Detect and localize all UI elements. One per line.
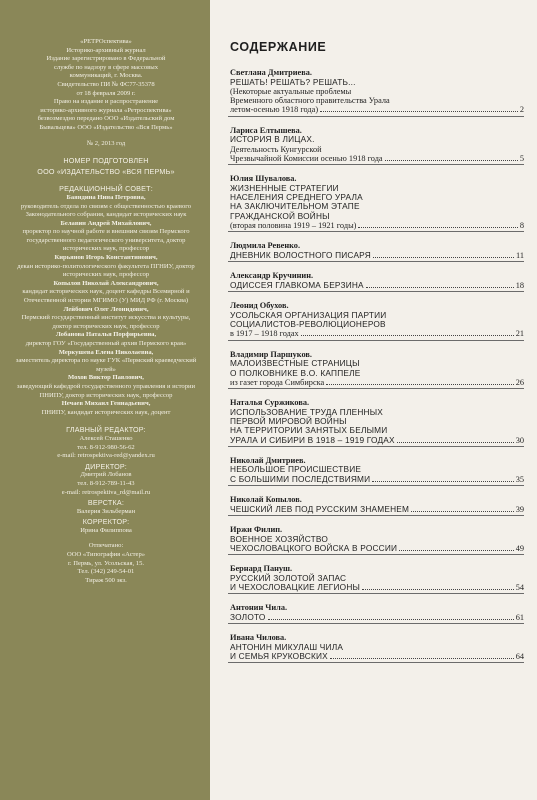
entry-title-line: в 1917 – 1918 годах: [230, 329, 299, 339]
contents-column: [218, 0, 530, 800]
layout-heading: ВЕРСТКА:: [87, 498, 125, 508]
issue-number: № 2, 2013 год: [86, 139, 126, 147]
contents-entry: [228, 398, 524, 447]
entry-author: Леонид Обухов.: [230, 301, 289, 311]
entry-subtitle-line: Деятельность Кунгурской: [230, 144, 322, 154]
dot-leader: [320, 111, 518, 112]
contents-entry: [228, 271, 524, 292]
entry-title-line: МАЛОИЗВЕСТНЫЕ СТРАНИЦЫ: [230, 358, 360, 369]
contents-entry: [228, 456, 524, 486]
contents-title: СОДЕРЖАНИЕ: [230, 40, 327, 54]
entry-author: Ивана Чилова.: [230, 633, 287, 643]
imprint-line: коммуникаций, г. Москва.: [69, 72, 143, 80]
imprint-line: Издание зарегистрировано в Федеральной: [46, 55, 166, 63]
entry-author: Александр Кручинин.: [230, 271, 314, 281]
entry-title-line: ДНЕВНИК ВОЛОСТНОГО ПИСАРЯ: [230, 249, 371, 260]
entry-page-number: 64: [515, 652, 524, 662]
dot-leader: [326, 384, 513, 385]
entry-title-line: АНТОНИН МИКУЛАШ ЧИЛА: [230, 641, 344, 652]
entry-title-line: НЕБОЛЬШОЕ ПРОИСШЕСТВИЕ: [230, 464, 362, 475]
entry-title-line: РЕШАТЬ! РЕШАТЬ? РЕШАТЬ...: [230, 76, 356, 87]
contents-entry: [228, 126, 524, 165]
entry-last-line: [230, 652, 524, 661]
entry-last-line: [230, 281, 524, 290]
entry-last-line: [230, 329, 524, 338]
entry-author: Николай Копылов.: [230, 495, 302, 505]
board-member-name: Копылов Николай Александрович,: [53, 279, 159, 287]
prepared-heading: НОМЕР ПОДГОТОВЛЕН: [63, 156, 149, 166]
imprint-line: Право на издание и распространение: [53, 98, 159, 106]
imprint-line: от 18 февраля 2009 г.: [76, 89, 136, 97]
chief-editor-email: e-mail: retrospektiva-red@yandex.ru: [57, 452, 155, 460]
entry-author: Наталья Суржикова.: [230, 398, 310, 408]
prepared-by: ООО «ИЗДАТЕЛЬСТВО «ВСЯ ПЕРМЬ»: [37, 166, 175, 176]
entry-last-line: [230, 221, 524, 230]
board-member-name: Меркушева Елена Николаевна,: [58, 348, 154, 356]
chief-editor-heading: ГЛАВНЫЙ РЕДАКТОР:: [66, 425, 146, 435]
contents-entry: [228, 495, 524, 516]
board-member-name: Кирьянов Игорь Константинович,: [54, 254, 158, 262]
corrector-name: Ирина Филиппова: [80, 526, 132, 534]
board-member-role: проректор по научной работе и внешним связям Пермского государственного педагогического университета, доктор исторических наук, профессор: [22, 228, 190, 253]
board-member-name: Нечаев Михаил Геннадьевич,: [61, 400, 151, 408]
print-run: Тираж 500 экз.: [85, 576, 127, 584]
contents-entry: [228, 301, 524, 340]
contents-list: [228, 68, 524, 663]
dot-leader: [372, 481, 513, 482]
entry-title-line: ГРАЖДАНСКОЙ ВОЙНЫ: [230, 210, 330, 221]
editorial-board-list: [12, 194, 200, 417]
board-heading: РЕДАКЦИОННЫЙ СОВЕТ:: [59, 184, 153, 194]
entry-page-number: 21: [515, 329, 524, 339]
entry-page-number: 18: [515, 280, 524, 290]
entry-page-number: 30: [515, 435, 524, 445]
entry-author: Людмила Ревенко.: [230, 241, 301, 251]
entry-page-number: 11: [516, 250, 524, 260]
entry-author: Лариса Елтышева.: [230, 125, 302, 135]
board-member-role: заместитель директора по науке ГУК «Пермский краеведческий музей»: [15, 357, 197, 373]
director-name: Дмитрий Лобанов: [80, 471, 132, 479]
entry-page-number: 5: [519, 153, 524, 163]
contents-entry: [228, 68, 524, 117]
dot-leader: [399, 550, 514, 551]
dot-leader: [373, 257, 514, 258]
entry-title-line: И ЧЕХОСЛОВАЦКИЕ ЛЕГИОНЫ: [230, 582, 361, 593]
entry-author: Владимир Паршуков.: [230, 349, 312, 359]
director-email: e-mail: retrospektiva_rd@mail.ru: [61, 488, 151, 496]
contents-entry: [228, 241, 524, 262]
imprint-line: безвозмездно передано ООО «Издательский дом: [37, 115, 175, 123]
entry-title-line: летом-осенью 1918 года): [230, 105, 319, 115]
entry-title-line: НА ЗАКЛЮЧИТЕЛЬНОМ ЭТАПЕ: [230, 201, 360, 212]
entry-last-line: [230, 105, 524, 114]
entry-title-line: ЖИЗНЕННЫЕ СТРАТЕГИИ: [230, 182, 339, 193]
board-member-name: Белавин Андрей Михайлович,: [60, 219, 152, 227]
contents-entry: [228, 174, 524, 232]
printer-phone: Тел. (342) 249-54-01: [77, 568, 135, 576]
entry-title-line: С БОЛЬШИМИ ПОСЛЕДСТВИЯМИ: [230, 473, 371, 484]
entry-last-line: [230, 436, 524, 445]
entry-page-number: 39: [515, 504, 524, 514]
entry-title-line: ОДИССЕЯ ГЛАВКОМА БЕРЗИНА: [230, 279, 364, 290]
entry-title-line: О ПОЛКОВНИКЕ В.О. КАППЕЛЕ: [230, 367, 361, 378]
entry-title-line: Чрезвычайной Комиссии осенью 1918 года: [230, 153, 383, 163]
entry-last-line: [230, 505, 524, 514]
entry-title-line: ЧЕШСКИЙ ЛЕВ ПОД РУССКИМ ЗНАМЕНЕМ: [230, 503, 410, 514]
imprint-line: службе по надзору в сфере массовых: [53, 63, 158, 71]
entry-subtitle-line: (Некоторые актуальные проблемы: [230, 86, 352, 96]
entry-author: Светлана Дмитриева.: [230, 68, 312, 77]
imprint-line: «РЕТРОспектива»: [80, 38, 132, 45]
imprint-line: Бывальцева» ООО «Издательство «Вся Пермь»: [39, 123, 173, 131]
layout-name: Валерия Зильберман: [76, 507, 136, 515]
contents-entry: [228, 603, 524, 624]
board-member-name: Мохов Виктор Павлович,: [68, 374, 144, 382]
entry-last-line: [230, 544, 524, 553]
entry-title-line: НА ТЕРРИТОРИИ ЗАНЯТЫХ БЕЛЫМИ: [230, 425, 388, 436]
director-phone: тел. 8-912-789-11-43: [77, 479, 135, 487]
entry-title-line: СОЦИАЛИСТОВ-РЕВОЛЮЦИОНЕРОВ: [230, 319, 386, 330]
imprint-column: [0, 0, 210, 800]
chief-editor-phone: тел. 8-912-980-56-62: [77, 443, 135, 451]
entry-title-line: ИСПОЛЬЗОВАНИЕ ТРУДА ПЛЕННЫХ: [230, 406, 384, 417]
imprint-line: Свидетельство ПИ № ФС77-35378: [57, 80, 155, 88]
dot-leader: [362, 589, 514, 590]
entry-page-number: 35: [515, 474, 524, 484]
board-member-role: кандидат исторических наук, доцент кафедры Всемирной и Отечественной истории МГИМО (У) МИД РФ (г. Москва): [22, 288, 190, 305]
contents-entry: [228, 633, 524, 663]
entry-title-line: УРАЛА И СИБИРИ В 1918 – 1919 ГОДАХ: [230, 434, 395, 445]
corrector-heading: КОРРЕКТОР:: [82, 517, 130, 527]
imprint-line: Историко-архивный журнал: [66, 46, 146, 54]
entry-title-line: НАСЕЛЕНИЯ СРЕДНЕГО УРАЛА: [230, 192, 363, 203]
contents-entry: [228, 525, 524, 555]
dot-leader: [330, 658, 514, 659]
dot-leader: [366, 287, 514, 288]
entry-last-line: [230, 378, 524, 387]
entry-title-line: из газет города Симбирска: [230, 377, 325, 387]
entry-title-line: ВОЕННОЕ ХОЗЯЙСТВО: [230, 533, 329, 544]
entry-last-line: [230, 613, 524, 622]
printer-name: ООО «Типография «Астер»: [66, 551, 146, 559]
entry-last-line: [230, 583, 524, 592]
dot-leader: [385, 160, 518, 161]
contents-entry: [228, 564, 524, 594]
entry-last-line: [230, 475, 524, 484]
board-member-role: заведующий кафедрой государственного управления и истории ПНИПУ, доктор исторических наук, профессор: [16, 382, 196, 399]
entry-title-line: (вторая половина 1919 – 1921 годы): [230, 221, 357, 231]
entry-page-number: 8: [519, 221, 524, 231]
board-member-role: руководитель отдела по связям с общественностью краевого Законодательного собрания, кандидат исторических наук: [20, 202, 192, 219]
entry-title-line: ЗОЛОТО: [230, 611, 266, 622]
entry-page-number: 54: [515, 583, 524, 593]
entry-title-line: УСОЛЬСКАЯ ОРГАНИЗАЦИЯ ПАРТИИ: [230, 309, 387, 320]
board-member-role: ПНИПУ, кандидат исторических наук, доцент: [41, 408, 171, 416]
entry-author: Николай Дмитриев.: [230, 455, 306, 465]
dot-leader: [268, 619, 514, 620]
dot-leader: [301, 335, 514, 336]
imprint-line: историко-архивного журнала «Ретроспектива»: [40, 106, 172, 114]
entry-subtitle-line: Временного областного правительства Урала: [230, 96, 390, 106]
director-heading: ДИРЕКТОР:: [85, 461, 127, 471]
printed-heading: Отпечатано:: [88, 542, 124, 550]
printer-address: г. Пермь, ул. Усольская, 15.: [67, 559, 145, 567]
imprint-info: [12, 38, 200, 133]
entry-author: Иржи Филип.: [230, 524, 283, 534]
dot-leader: [358, 227, 517, 228]
entry-page-number: 26: [515, 377, 524, 387]
entry-last-line: [230, 251, 524, 260]
board-member-role: директор ГОУ «Государственный архив Пермского края»: [25, 340, 187, 347]
board-member-role: Пермский государственный институт искусства и культуры, доктор исторических наук, профессор: [21, 314, 191, 330]
board-member-name: Лейбович Олег Леонидович,: [63, 305, 149, 313]
entry-title-line: ПЕРВОЙ МИРОВОЙ ВОЙНЫ: [230, 415, 347, 426]
chief-editor-name: Алексей Сташенко: [79, 434, 133, 442]
entry-page-number: 61: [515, 612, 524, 622]
entry-author: Юлия Шувалова.: [230, 174, 297, 184]
dot-leader: [397, 442, 514, 443]
entry-page-number: 49: [515, 543, 524, 553]
entry-title-line: РУССКИЙ ЗОЛОТОЙ ЗАПАС: [230, 572, 347, 583]
board-member-role: декан историко-политологического факультета ПГНИУ, доктор исторических наук, профессор: [17, 262, 195, 279]
entry-title-line: ИСТОРИЯ В ЛИЦАХ.: [230, 134, 315, 145]
entry-title-line: И СЕМЬЯ КРУКОВСКИХ: [230, 651, 328, 662]
board-member-name: Лобанова Наталья Порфирьевна,: [55, 331, 157, 339]
entry-author: Антонин Чила.: [230, 603, 288, 613]
entry-title-line: ЧЕХОСЛОВАЦКОГО ВОЙСКА В РОССИИ: [230, 542, 398, 553]
contents-entry: [228, 350, 524, 389]
board-member-name: Баяндина Нина Петровна,: [66, 193, 146, 201]
entry-last-line: [230, 154, 524, 163]
dot-leader: [411, 511, 514, 512]
entry-author: Бернард Пануш.: [230, 564, 293, 574]
entry-page-number: 2: [519, 105, 524, 115]
